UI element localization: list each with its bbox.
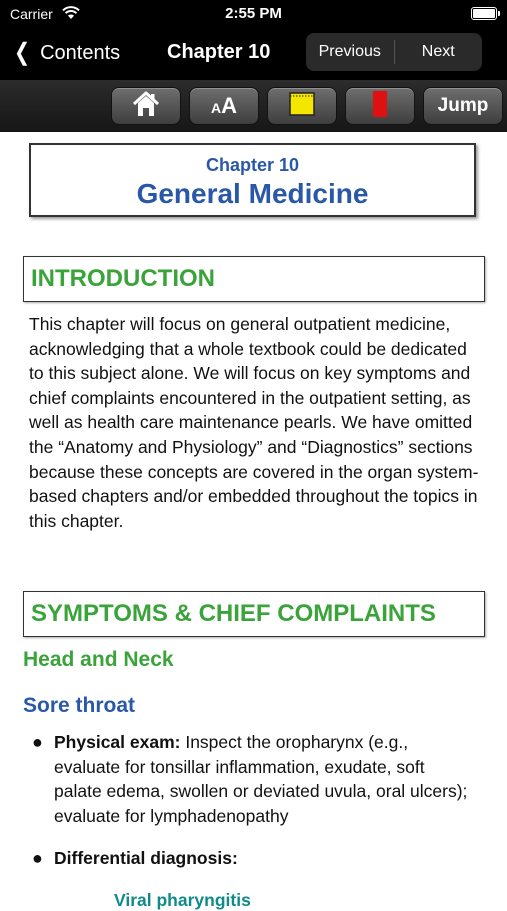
bullet-dot: ● (32, 732, 43, 752)
bullet-label: Physical exam: (54, 732, 181, 752)
font-small-glyph: A (210, 100, 222, 116)
bookmark-icon (373, 91, 387, 122)
back-button[interactable] (12, 38, 120, 68)
viral-pharyngitis-item[interactable]: Viral pharyngitis (114, 890, 251, 910)
bookmark-button[interactable] (345, 87, 415, 125)
home-icon (131, 89, 161, 124)
font-size-button[interactable] (189, 87, 259, 125)
jump-button[interactable]: Jump (423, 87, 503, 125)
list-item (32, 730, 477, 828)
previous-button[interactable]: Previous (318, 43, 381, 60)
font-size-icon (211, 93, 237, 119)
chapter-number: Chapter 10 (205, 155, 300, 175)
sore-throat-heading: Sore throat (23, 694, 136, 717)
head-neck-subheading: Head and Neck (23, 648, 174, 671)
bullet-label: Differential diagnosis: (54, 848, 238, 868)
introduction-paragraph: This chapter will focus on general outpatient medicine, acknowledging that a whole textbook could be dedicated to this subject alone. We will focus on key symptoms and chief complaints encountered in the outpatient setting, as well as health care maintenance pearls. We have omitted the “Anatomy and Physiology” and “Diagnostics” sections because these concepts are covered in the organ system-based chapters and/or embedded throughout the topics in this chapter. (29, 314, 479, 531)
carrier-label: Carrier (10, 6, 53, 22)
toolbar (0, 80, 507, 132)
symptoms-heading: SYMPTOMS & CHIEF COMPLAINTS (31, 600, 436, 627)
chevron-left-icon: ❮ (14, 39, 31, 66)
list-item (32, 846, 477, 871)
introduction-heading-box (23, 256, 485, 302)
next-button[interactable]: Next (421, 43, 455, 60)
bullet-text (54, 846, 477, 871)
symptoms-heading-box (23, 591, 485, 637)
prev-next-segmented-control (306, 33, 482, 71)
home-button[interactable] (111, 87, 181, 125)
nav-title: Chapter 10 (167, 41, 271, 63)
status-time: 2:55 PM (225, 5, 282, 22)
font-large-glyph: A (221, 93, 237, 118)
chapter-title: General Medicine (136, 178, 369, 209)
back-label: Contents (40, 41, 121, 64)
note-button[interactable] (267, 87, 337, 125)
top-bar (0, 0, 507, 80)
introduction-heading: INTRODUCTION (31, 265, 215, 292)
bullet-body: Inspect the oropharynx (e.g., evaluate for tonsillar inflammation, exudate, soft palate edema, swollen or deviated uvula, oral ulcers); evaluate for lymphadenopathy (54, 732, 468, 826)
bullet-dot: ● (32, 848, 43, 868)
bullet-text (54, 730, 477, 828)
battery-icon (471, 7, 497, 20)
status-bar (0, 0, 507, 28)
note-icon (289, 91, 315, 122)
chapter-header-box (29, 143, 476, 217)
